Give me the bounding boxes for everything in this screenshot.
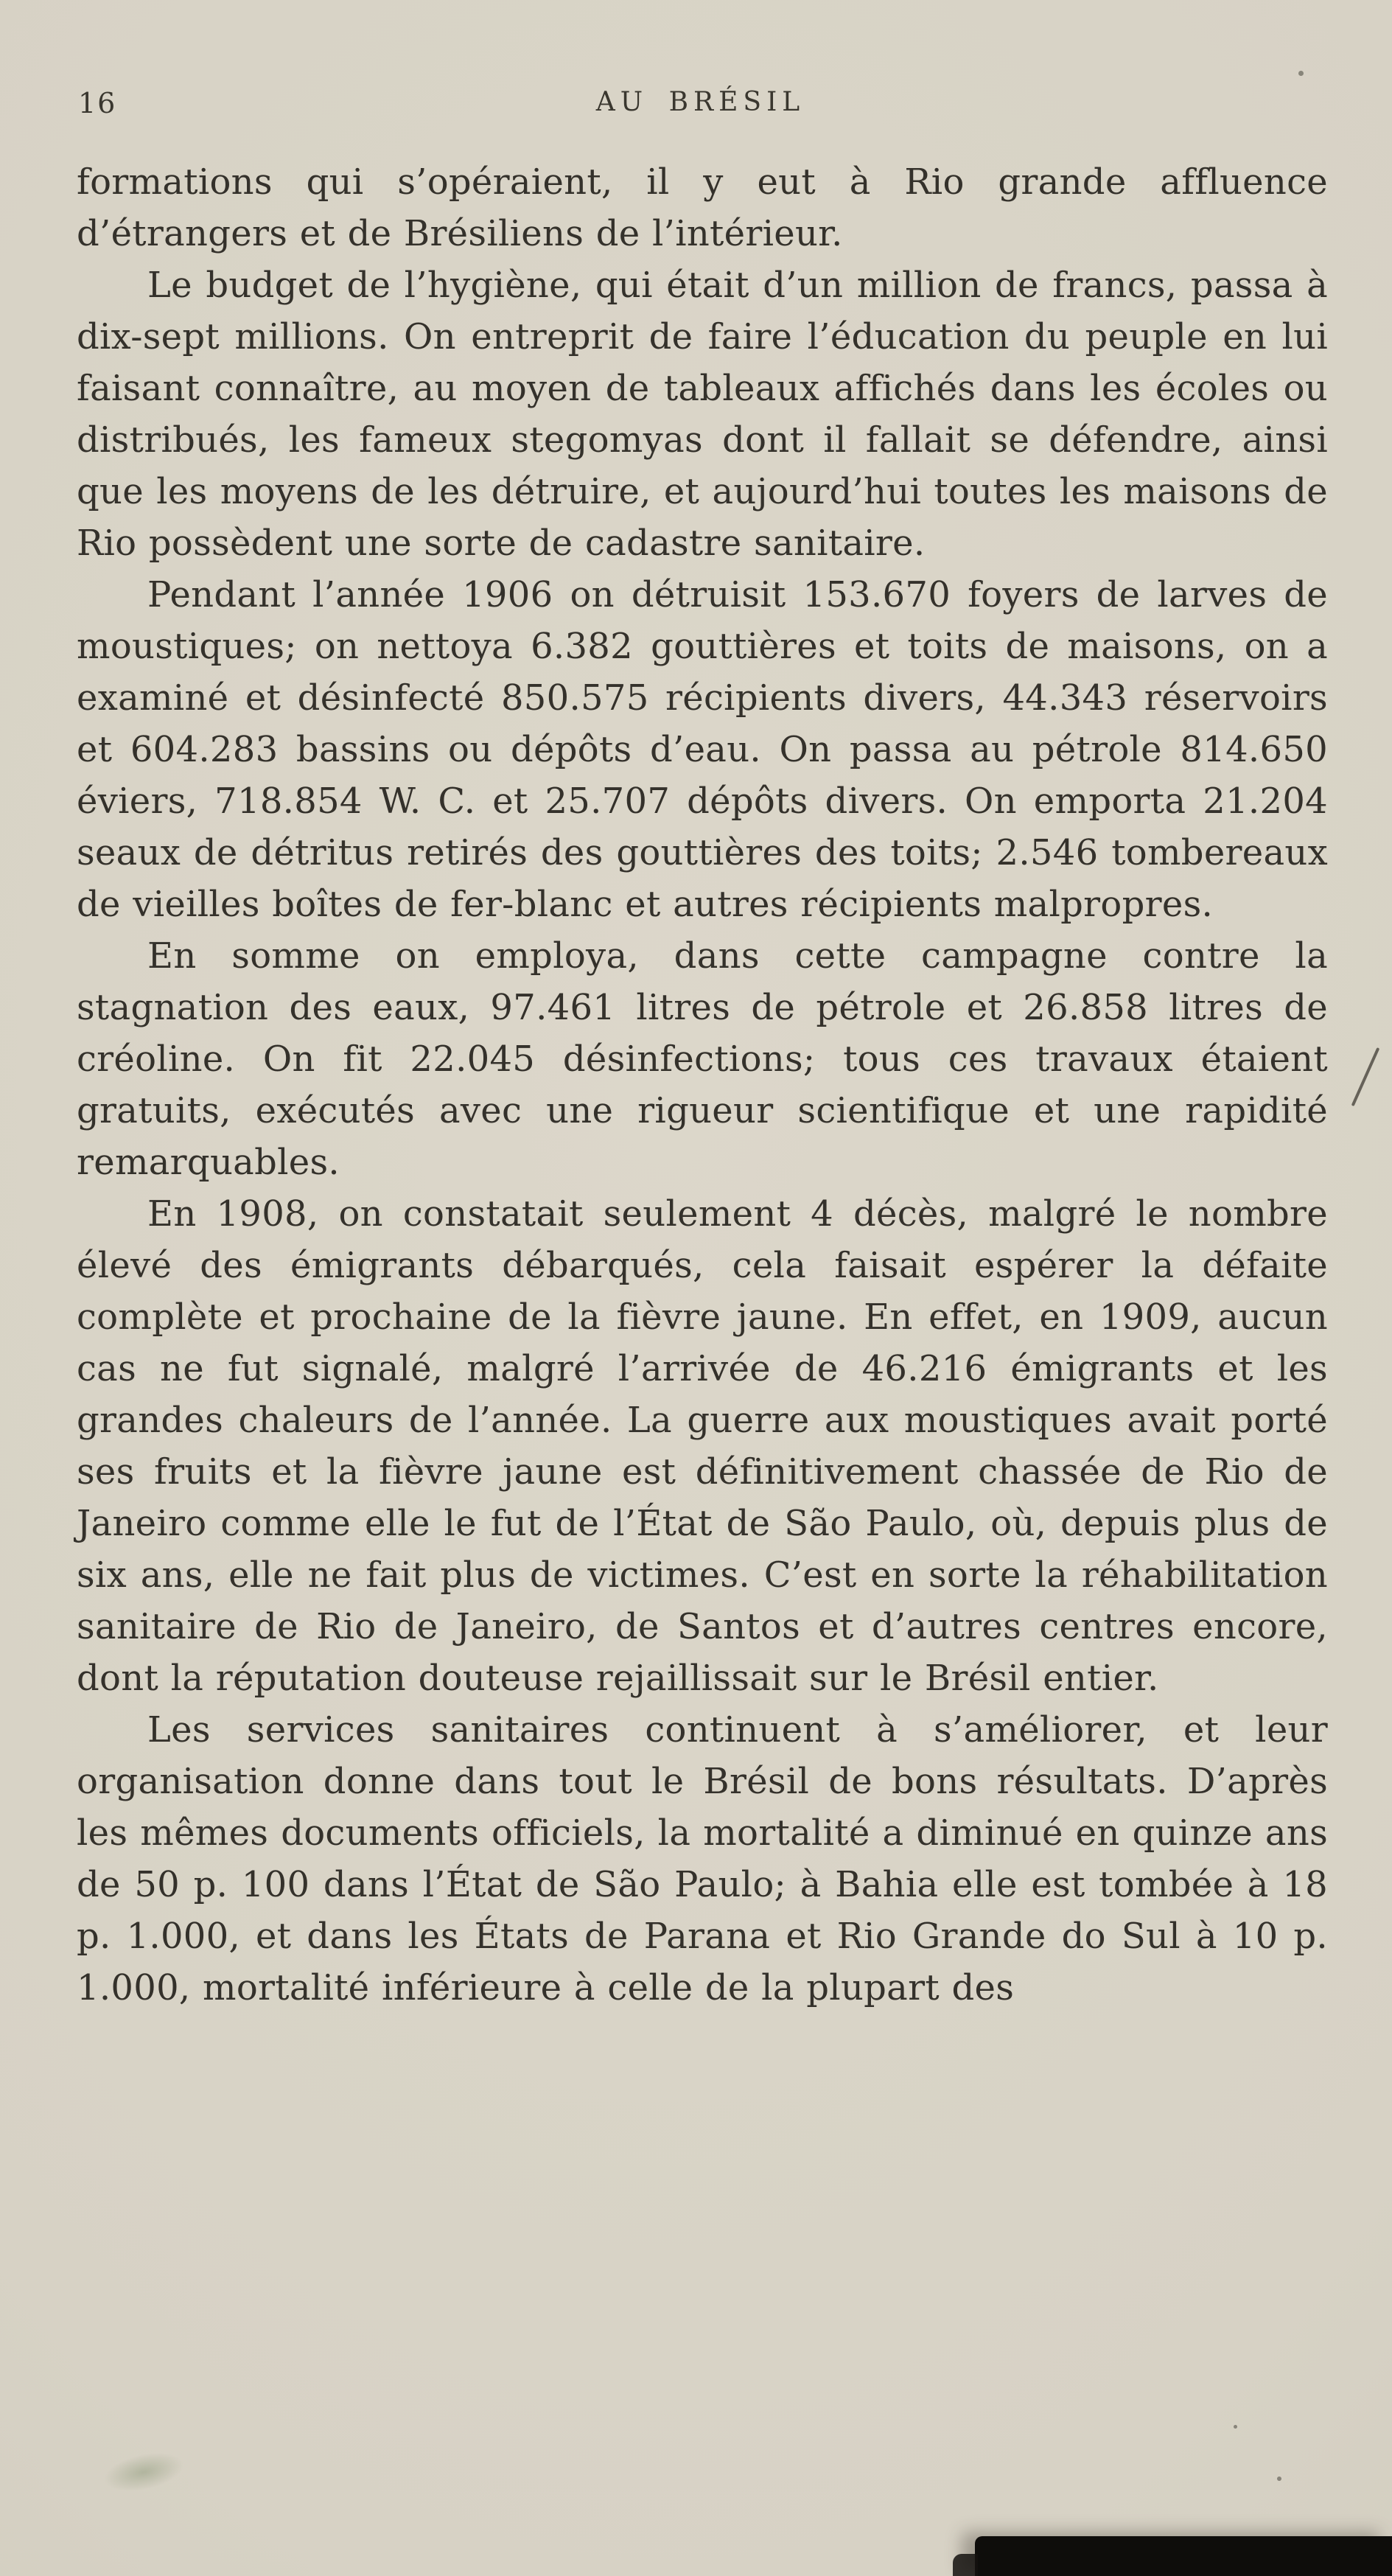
running-head <box>77 87 1324 125</box>
scan-edge-bar-artifact <box>975 2536 1392 2576</box>
paragraph: En 1908, on constatait seulement 4 décès, malgré le nombre élevé des émigrants débarqués, cela faisait espérer la défaite complète et prochaine de la fièvre jaune. En effet, en 1909, aucun cas ne fut signalé, malgré l’arrivée de 46.216 émigrants et les grandes chaleurs de l’année. La guerre aux moustiques avait porté ses fruits et la fièvre jaune est définitivement chassée de Rio de Janeiro comme elle le fut de l’État de São Paulo, où, depuis plus de six ans, elle ne fait plus de victimes. C’est en sorte la réhabilitation sanitaire de Rio de Janeiro, de Santos et d’autres centres encore, dont la réputation douteuse rejaillissait sur le Brésil entier. <box>77 1193 1328 1699</box>
text-block <box>77 156 1328 2014</box>
speck-artifact <box>1298 71 1304 76</box>
paragraph: formations qui s’opéraient, il y eut à Rio grande affluence d’étrangers et de Brésiliens de l’intérieur. <box>77 161 1328 254</box>
running-title: AU BRÉSIL <box>595 87 805 117</box>
speck-artifact <box>1277 2476 1281 2481</box>
paragraph: Pendant l’année 1906 on détruisit 153.670 foyers de larves de moustiques; on nettoya 6.382 gouttières et toits de maisons, on a examiné et désinfecté 850.575 récipients divers, 44.343 réservoirs et 604.283 bassins ou dépôts d’eau. On passa au pétrole 814.650 éviers, 718.854 W. C. et 25.707 dépôts divers. On emporta 21.204 seaux de détritus retirés des gouttières des toits; 2.546 tombereaux de vieilles boîtes de fer-blanc et autres récipients malpropres. <box>77 574 1328 925</box>
smudge-artifact <box>100 2446 187 2498</box>
page-number: 16 <box>78 87 117 119</box>
paragraph: Le budget de l’hygiène, qui était d’un million de francs, passa à dix-sept millions. On entreprit de faire l’éducation du peuple en lui faisant connaître, au moyen de tableaux affichés dans les écoles ou distribués, les fameux stegomyas dont il fallait se défendre, ainsi que les moyens de les détruire, et aujourd’hui toutes les maisons de Rio possèdent une sorte de cadastre sanitaire. <box>77 265 1328 564</box>
pen-mark-artifact <box>1351 1047 1380 1106</box>
paragraph: En somme on employa, dans cette campagne contre la stagnation des eaux, 97.461 litres de pétrole et 26.858 litres de créoline. On fit 22.045 désinfections; tous ces travaux étaient gratuits, exécutés avec une rigueur scientifique et une rapidité remarquables. <box>77 935 1328 1183</box>
speck-artifact <box>1234 2425 1237 2429</box>
paragraph: Les services sanitaires continuent à s’améliorer, et leur organisation donne dans tout le Brésil de bons résultats. D’après les mêmes documents officiels, la mortalité a diminué en quinze ans de 50 p. 100 dans l’État de São Paulo; à Bahia elle est tombée à 18 p. 1.000, et dans les États de Parana et Rio Grande do Sul à 10 p. 1.000, mortalité inférieure à celle de la plupart des <box>77 1709 1328 2008</box>
